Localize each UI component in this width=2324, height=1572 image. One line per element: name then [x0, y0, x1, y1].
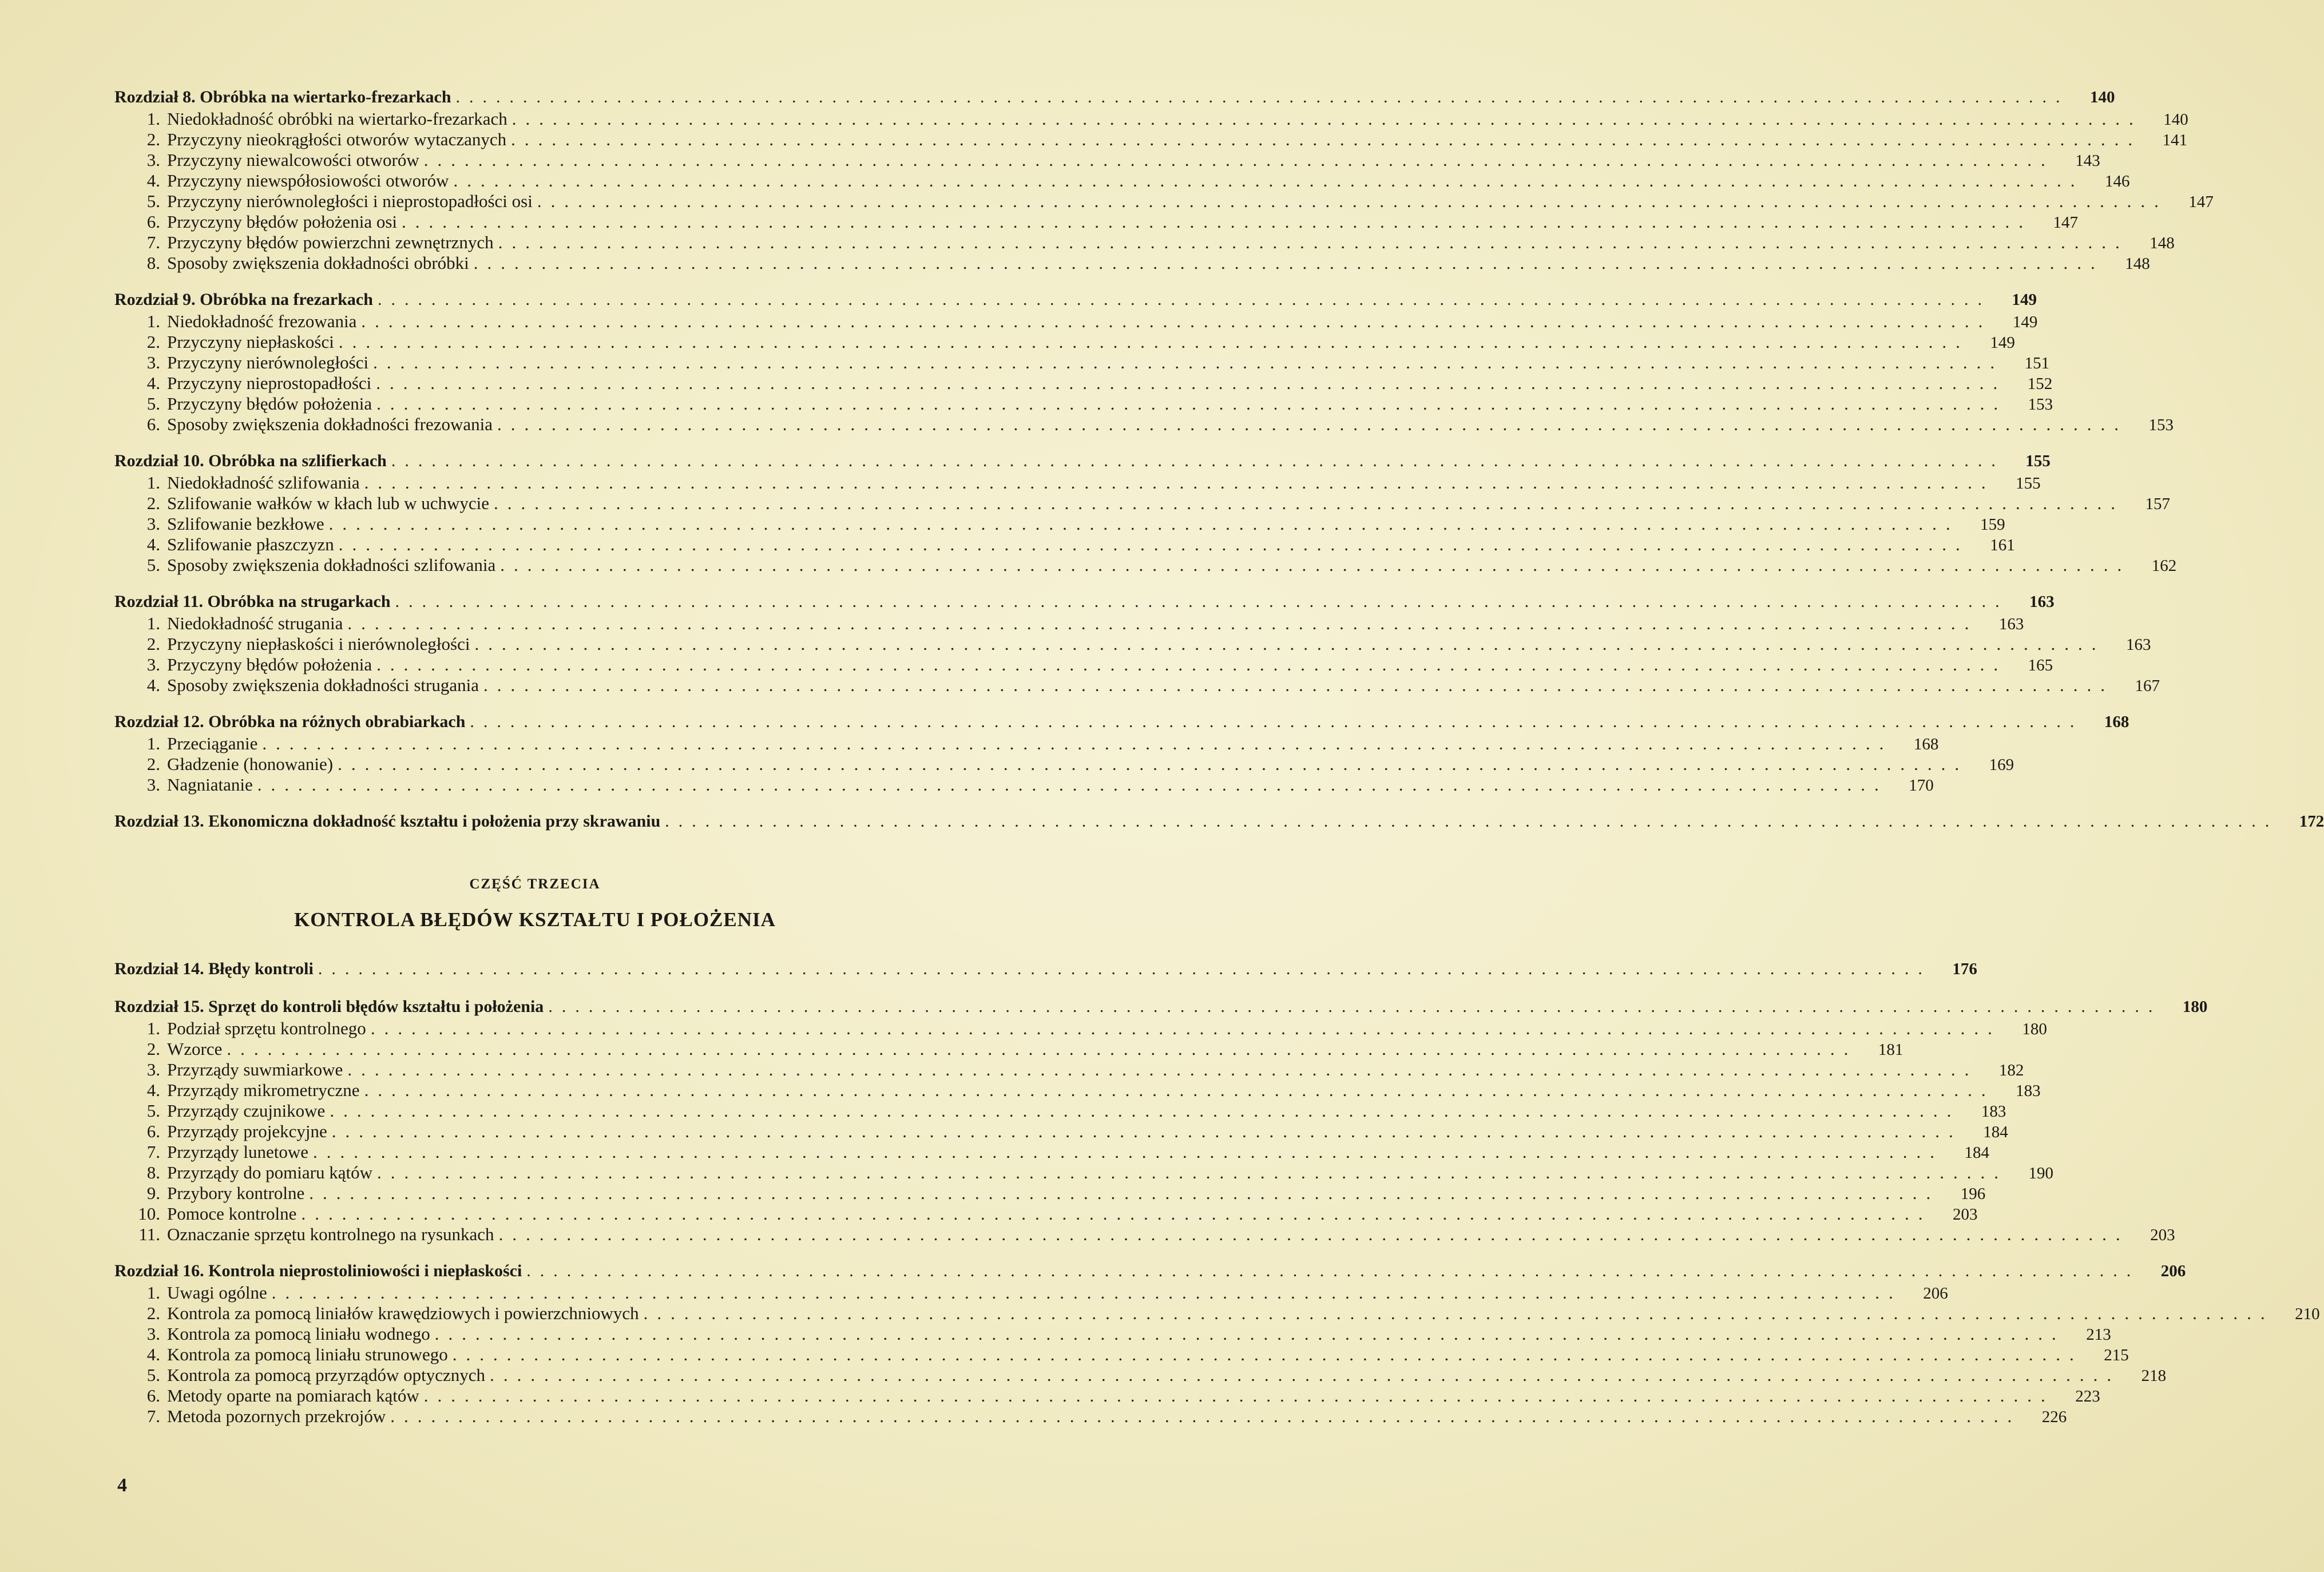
dot-leader: ........................................................................................................................ — [526, 1261, 2140, 1280]
chapter-heading — [114, 86, 2115, 109]
entry-number: 7. — [146, 1406, 160, 1426]
dot-leader: ........................................................................................................................ — [483, 675, 2114, 695]
toc-entry — [114, 170, 2130, 191]
toc-entry — [114, 1183, 1986, 1204]
entry-title: Przyczyny błędów położenia — [167, 394, 372, 414]
dot-leader: ........................................................................................................................ — [262, 733, 1893, 753]
chapter-heading — [114, 1260, 2186, 1283]
chapter-title: Rozdział 10. Obróbka na szlifierkach — [114, 451, 387, 470]
entry-number: 3. — [146, 352, 160, 372]
dot-leader: ........................................................................................................................ — [548, 997, 2162, 1016]
page-ref: 176 — [1952, 960, 1977, 978]
entry-number: 1. — [146, 1018, 160, 1038]
entry-title: Przyczyny nieprostopadłości — [167, 373, 372, 393]
entry-title: Wzorce — [167, 1039, 223, 1059]
page-ref: 148 — [2125, 255, 2150, 273]
dot-leader: ........................................................................................................................ — [364, 473, 1995, 493]
dot-leader: ........................................................................................................................ — [453, 170, 2084, 190]
page-ref: 159 — [1980, 515, 2005, 534]
chapter-title: Rozdział 8. Obróbka na wiertarko-frezarkach — [114, 88, 451, 106]
page-ref: 146 — [2105, 172, 2130, 190]
dot-leader: ........................................................................................................................ — [271, 1283, 1902, 1303]
entry-number: 3. — [146, 775, 160, 795]
page-ref: 153 — [2148, 416, 2174, 434]
entry-title: Przyczyny nierównoległości — [167, 352, 369, 372]
entry-title: Sposoby zwiększenia dokładności szlifowania — [167, 555, 496, 575]
page-ref: 153 — [2028, 395, 2053, 414]
toc-entry — [114, 1283, 1948, 1303]
entry-number: 1. — [146, 109, 160, 129]
entry-number: 4. — [146, 534, 160, 554]
page-ref: 147 — [2053, 213, 2079, 232]
entry-title: Przyrządy do pomiaru kątów — [167, 1162, 372, 1182]
page-ref: 206 — [2160, 1262, 2186, 1280]
page-ref: 167 — [2135, 677, 2160, 695]
page-ref: 143 — [2075, 152, 2100, 170]
page-ref: 163 — [2125, 636, 2151, 654]
page-ref: 169 — [1989, 756, 2014, 774]
entry-number: 2. — [146, 1303, 160, 1323]
entry-title: Pomoce kontrolne — [167, 1204, 297, 1224]
toc-entry — [114, 1365, 2167, 1386]
chapter-heading — [114, 450, 2051, 473]
page-ref: 180 — [2022, 1020, 2047, 1038]
entry-title: Przyczyny nierównoległości i nieprostopadłości osi — [167, 191, 533, 211]
entry-title: Uwagi ogólne — [167, 1283, 267, 1303]
toc-entry — [114, 332, 2015, 352]
chapter-block — [114, 590, 2160, 696]
page-ref: 184 — [1983, 1123, 2008, 1141]
entry-number: 9. — [146, 1183, 160, 1203]
chapter-title: Rozdział 15. Sprzęt do kontroli błędów kształtu i położenia — [114, 997, 544, 1016]
chapter-heading — [114, 710, 2129, 733]
entry-number: 3. — [146, 514, 160, 534]
chapter-block — [114, 995, 2208, 1245]
entry-title: Sposoby zwiększenia dokładności obróbki — [167, 253, 469, 273]
entry-title: Przyczyny niewalcowości otworów — [167, 150, 419, 170]
entry-number: 4. — [146, 373, 160, 393]
entry-number: 3. — [146, 1324, 160, 1344]
toc-entry — [114, 654, 2053, 675]
page-ref: 182 — [1998, 1061, 2024, 1079]
toc-entry — [114, 1204, 1978, 1224]
dot-leader: ........................................................................................................................ — [665, 812, 2279, 831]
entry-title: Przyrządy suwmiarkowe — [167, 1059, 343, 1079]
dot-leader: ........................................................................................................................ — [452, 1344, 2083, 1364]
chapter-title: Rozdział 11. Obróbka na strugarkach — [114, 592, 391, 611]
entry-title: Przyczyny niepłaskości i nierównoległości — [167, 634, 470, 654]
entry-number: 6. — [146, 414, 160, 434]
entry-title: Przyrządy mikrometryczne — [167, 1080, 360, 1100]
entry-number: 2. — [146, 332, 160, 352]
entry-number: 3. — [146, 150, 160, 170]
dot-leader: ........................................................................................................................ — [391, 451, 2005, 470]
toc-entry — [114, 1344, 2129, 1365]
chapter-title: Rozdział 13. Ekonomiczna dokładność kształtu i położenia przy skrawaniu — [114, 812, 661, 831]
dot-leader: ........................................................................................................................ — [331, 1121, 1962, 1141]
dot-leader: ........................................................................................................................ — [455, 88, 2069, 106]
chapter-block — [114, 710, 2129, 795]
dot-leader: ........................................................................................................................ — [494, 493, 2125, 513]
entry-number: 4. — [146, 1344, 160, 1364]
chapter-block — [114, 288, 2174, 435]
toc-entry — [114, 1121, 2008, 1142]
entry-number: 11. — [138, 1224, 160, 1244]
entry-number: 6. — [146, 1121, 160, 1141]
chapter-heading — [114, 590, 2055, 613]
page-ref: 196 — [1960, 1185, 1986, 1203]
page-ref: 181 — [1878, 1041, 1903, 1059]
entry-number: 4. — [146, 1080, 160, 1100]
entry-number: 1. — [146, 311, 160, 331]
dot-leader: ........................................................................................................................ — [376, 1162, 2008, 1182]
entry-title: Oznaczanie sprzętu kontrolnego na rysunkach — [167, 1224, 494, 1244]
entry-number: 6. — [146, 1386, 160, 1406]
entry-title: Przyrządy czujnikowe — [167, 1101, 326, 1121]
dot-leader: ........................................................................................................................ — [497, 414, 2128, 434]
page-ref: 223 — [2075, 1387, 2100, 1406]
dot-leader: ........................................................................................................................ — [500, 555, 2131, 575]
entry-number: 2. — [146, 754, 160, 774]
entry-title: Nagniatanie — [167, 775, 253, 795]
page-ref: 183 — [1981, 1102, 2006, 1121]
toc-entry — [114, 613, 2024, 634]
entry-title: Metody oparte na pomiarach kątów — [167, 1386, 419, 1406]
dot-leader: ........................................................................................................................ — [377, 290, 1991, 309]
part-title: KONTROLA BŁĘDÓW KSZTAŁTU I POŁOŻENIA — [294, 908, 776, 931]
chapter-title: Rozdział 9. Obróbka na frezarkach — [114, 290, 373, 309]
entry-title: Sposoby zwiększenia dokładności strugania — [167, 675, 479, 695]
entry-number: 1. — [146, 1283, 160, 1303]
toc-entry — [114, 1406, 2067, 1427]
dot-leader: ........................................................................................................................ — [376, 654, 2008, 674]
page-ref: 149 — [2012, 313, 2038, 331]
chapter-heading — [114, 288, 2037, 311]
entry-number: 1. — [146, 473, 160, 493]
entry-number: 1. — [146, 613, 160, 633]
entry-title: Metoda pozornych przekrojów — [167, 1406, 386, 1426]
entry-title: Przyrządy lunetowe — [167, 1142, 309, 1162]
entry-title: Niedokładność frezowania — [167, 311, 357, 331]
dot-leader: ........................................................................................................................ — [347, 1059, 1978, 1079]
dot-leader: ........................................................................................................................ — [537, 191, 2168, 211]
toc-entry — [114, 352, 2050, 373]
entry-title: Szlifowanie bezkłowe — [167, 514, 324, 534]
entry-title: Szlifowanie wałków w kłach lub w uchwycie — [167, 493, 490, 513]
entry-title: Przyczyny błędów położenia osi — [167, 212, 398, 232]
chapter-title: Rozdział 16. Kontrola nieprostoliniowości i niepłaskości — [114, 1261, 522, 1280]
dot-leader: ........................................................................................................................ — [361, 311, 1992, 331]
toc-section-before — [114, 86, 2324, 833]
dot-leader: ........................................................................................................................ — [376, 373, 2007, 393]
toc-entry — [114, 675, 2160, 696]
page-ref: 149 — [1990, 334, 2015, 352]
entry-title: Kontrola za pomocą liniału wodnego — [167, 1324, 430, 1344]
table-of-contents — [114, 86, 2324, 1442]
dot-leader: ........................................................................................................................ — [338, 332, 1969, 352]
page-ref: 170 — [1909, 776, 1934, 795]
toc-entry — [114, 754, 2014, 775]
toc-entry — [114, 212, 2079, 232]
toc-entry — [114, 150, 2100, 170]
toc-entry — [114, 534, 2015, 555]
toc-entry — [114, 1142, 1990, 1162]
toc-entry — [114, 1101, 2006, 1121]
entry-number: 5. — [146, 191, 160, 211]
dot-leader: ........................................................................................................................ — [423, 150, 2055, 170]
entry-title: Gładzenie (honowanie) — [167, 754, 334, 774]
entry-title: Przeciąganie — [167, 733, 258, 753]
dot-leader: ........................................................................................................................ — [347, 613, 1978, 633]
toc-entry — [114, 232, 2175, 253]
entry-title: Szlifowanie płaszczyzn — [167, 534, 334, 554]
entry-number: 2. — [146, 1039, 160, 1059]
page-ref: 190 — [2028, 1164, 2053, 1182]
dot-leader: ........................................................................................................................ — [423, 1386, 2055, 1406]
toc-entry — [114, 1080, 2041, 1101]
toc-entry — [114, 473, 2041, 493]
page-ref: 148 — [2149, 234, 2175, 252]
entry-title: Podział sprzętu kontrolnego — [167, 1018, 366, 1038]
dot-leader: ........................................................................................................................ — [370, 1018, 2001, 1038]
dot-leader: ........................................................................................................................ — [402, 212, 2033, 232]
toc-entry — [114, 311, 2038, 332]
toc-entry — [114, 1162, 2053, 1183]
entry-number: 8. — [146, 1162, 160, 1182]
entry-number: 6. — [146, 212, 160, 232]
dot-leader: ........................................................................................................................ — [511, 129, 2142, 149]
dot-leader: ........................................................................................................................ — [364, 1080, 1995, 1100]
toc-entry — [114, 373, 2053, 394]
toc-entry — [114, 394, 2053, 414]
dot-leader: ........................................................................................................................ — [395, 592, 2009, 611]
toc-entry — [114, 129, 2188, 150]
toc-entry — [114, 1224, 2175, 1245]
chapter-heading — [114, 958, 1977, 980]
toc-entry — [114, 775, 1934, 795]
part-subtitle: CZĘŚĆ TRZECIA — [469, 876, 601, 892]
entry-title: Przyczyny błędów powierzchni zewnętrznych — [167, 232, 494, 252]
page-ref: 149 — [2012, 291, 2037, 309]
page-ref: 155 — [2016, 474, 2041, 493]
dot-leader: ........................................................................................................................ — [498, 1224, 2129, 1244]
page-ref: 168 — [1913, 735, 1939, 753]
toc-entry — [114, 1039, 1903, 1059]
dot-leader: ........................................................................................................................ — [643, 1303, 2274, 1323]
page-ref: 213 — [2086, 1325, 2111, 1344]
entry-title: Niedokładność obróbki na wiertarko-frezarkach — [167, 109, 507, 129]
page-ref: 203 — [2150, 1226, 2175, 1244]
page-ref: 163 — [2029, 593, 2055, 611]
entry-title: Przyczyny błędów położenia — [167, 654, 372, 674]
dot-leader: ........................................................................................................................ — [376, 394, 2008, 414]
dot-leader: ........................................................................................................................ — [338, 534, 1969, 554]
entry-number: 3. — [146, 1059, 160, 1079]
page-ref: 147 — [2188, 193, 2214, 211]
chapter-block — [114, 1260, 2320, 1427]
dot-leader: ........................................................................................................................ — [473, 253, 2104, 273]
page-ref: 210 — [2295, 1305, 2320, 1323]
entry-number: 1. — [146, 733, 160, 753]
toc-entry — [114, 1386, 2100, 1406]
entry-number: 10. — [138, 1204, 160, 1224]
entry-title: Przyczyny niepłaskości — [167, 332, 334, 352]
entry-number: 7. — [146, 1142, 160, 1162]
dot-leader: ........................................................................................................................ — [474, 634, 2105, 654]
entry-title: Przybory kontrolne — [167, 1183, 305, 1203]
dot-leader: ........................................................................................................................ — [330, 1101, 1961, 1121]
toc-entry — [114, 514, 2005, 534]
page-ref: 203 — [1952, 1205, 1978, 1224]
entry-number: 5. — [146, 555, 160, 575]
page-number: 4 — [117, 1475, 127, 1496]
toc-entry — [114, 1059, 2024, 1080]
dot-leader: ........................................................................................................................ — [257, 775, 1888, 795]
toc-entry — [114, 109, 2188, 129]
page-ref: 141 — [2162, 131, 2188, 149]
dot-leader: ........................................................................................................................ — [373, 352, 2004, 372]
dot-leader: ........................................................................................................................ — [338, 754, 1969, 774]
page-ref: 172 — [2299, 812, 2324, 831]
entry-number: 4. — [146, 675, 160, 695]
entry-title: Sposoby zwiększenia dokładności frezowania — [167, 414, 493, 434]
toc-entry — [114, 253, 2150, 273]
page-ref: 180 — [2182, 998, 2208, 1016]
page-ref: 140 — [2163, 110, 2188, 129]
chapter-block — [114, 86, 2214, 273]
entry-number: 2. — [146, 634, 160, 654]
dot-leader: ........................................................................................................................ — [498, 232, 2129, 252]
page-ref: 157 — [2145, 495, 2171, 513]
chapter-block — [114, 450, 2177, 575]
toc-entry — [114, 733, 1939, 754]
page-ref: 161 — [1990, 536, 2015, 554]
chapter-block — [114, 958, 1977, 980]
entry-number: 4. — [146, 170, 160, 190]
toc-entry — [114, 555, 2177, 575]
entry-number: 5. — [146, 394, 160, 414]
dot-leader: ........................................................................................................................ — [434, 1324, 2065, 1344]
toc-entry — [114, 1303, 2320, 1324]
entry-number: 3. — [146, 654, 160, 674]
entry-title: Przyczyny nieokrągłości otworów wytaczanych — [167, 129, 507, 149]
dot-leader: ........................................................................................................................ — [490, 1365, 2121, 1385]
dot-leader: ........................................................................................................................ — [390, 1406, 2021, 1426]
chapter-heading — [114, 995, 2208, 1018]
page-ref: 226 — [2041, 1408, 2067, 1426]
dot-leader: ........................................................................................................................ — [318, 959, 1932, 978]
entry-number: 8. — [146, 253, 160, 273]
chapter-heading — [114, 810, 2324, 833]
entry-title: Niedokładność strugania — [167, 613, 343, 633]
toc-entry — [114, 414, 2174, 435]
dot-leader: ........................................................................................................................ — [227, 1039, 1858, 1059]
entry-number: 5. — [146, 1101, 160, 1121]
entry-title: Kontrola za pomocą liniałów krawędziowych i powierzchniowych — [167, 1303, 639, 1323]
entry-title: Przyczyny niewspółosiowości otworów — [167, 170, 449, 190]
dot-leader: ........................................................................................................................ — [328, 514, 1960, 534]
chapter-title: Rozdział 14. Błędy kontroli — [114, 959, 314, 978]
page-ref: 183 — [2016, 1082, 2041, 1100]
page-ref: 218 — [2141, 1367, 2167, 1385]
dot-leader: ........................................................................................................................ — [313, 1142, 1944, 1162]
dot-leader: ........................................................................................................................ — [301, 1204, 1932, 1224]
toc-entry — [114, 1324, 2111, 1344]
page-ref: 140 — [2090, 88, 2115, 106]
chapter-block — [114, 810, 2324, 833]
toc-entry — [114, 1018, 2047, 1039]
dot-leader: ........................................................................................................................ — [309, 1183, 1940, 1203]
entry-number: 2. — [146, 493, 160, 513]
page-ref: 163 — [1998, 615, 2024, 633]
toc-entry — [114, 634, 2151, 654]
dot-leader: ........................................................................................................................ — [511, 109, 2143, 129]
page-ref: 168 — [2104, 713, 2129, 731]
entry-number: 7. — [146, 232, 160, 252]
page-ref: 152 — [2027, 375, 2053, 393]
entry-title: Kontrola za pomocą przyrządów optycznych — [167, 1365, 486, 1385]
entry-title: Przyrządy projekcyjne — [167, 1121, 327, 1141]
toc-section-after — [114, 958, 2320, 1427]
page-ref: 155 — [2025, 452, 2051, 470]
page-ref: 162 — [2151, 557, 2177, 575]
page-ref: 206 — [1923, 1284, 1948, 1303]
page-ref: 215 — [2104, 1346, 2129, 1364]
page-ref: 184 — [1964, 1144, 1990, 1162]
entry-title: Niedokładność szlifowania — [167, 473, 360, 493]
toc-entry — [114, 493, 2171, 514]
page-ref: 151 — [2024, 354, 2050, 372]
page-ref: 165 — [2028, 656, 2053, 674]
entry-number: 5. — [146, 1365, 160, 1385]
entry-title: Kontrola za pomocą liniału strunowego — [167, 1344, 448, 1364]
dot-leader: ........................................................................................................................ — [470, 712, 2084, 731]
chapter-title: Rozdział 12. Obróbka na różnych obrabiarkach — [114, 712, 466, 731]
entry-number: 2. — [146, 129, 160, 149]
toc-entry — [114, 191, 2214, 212]
